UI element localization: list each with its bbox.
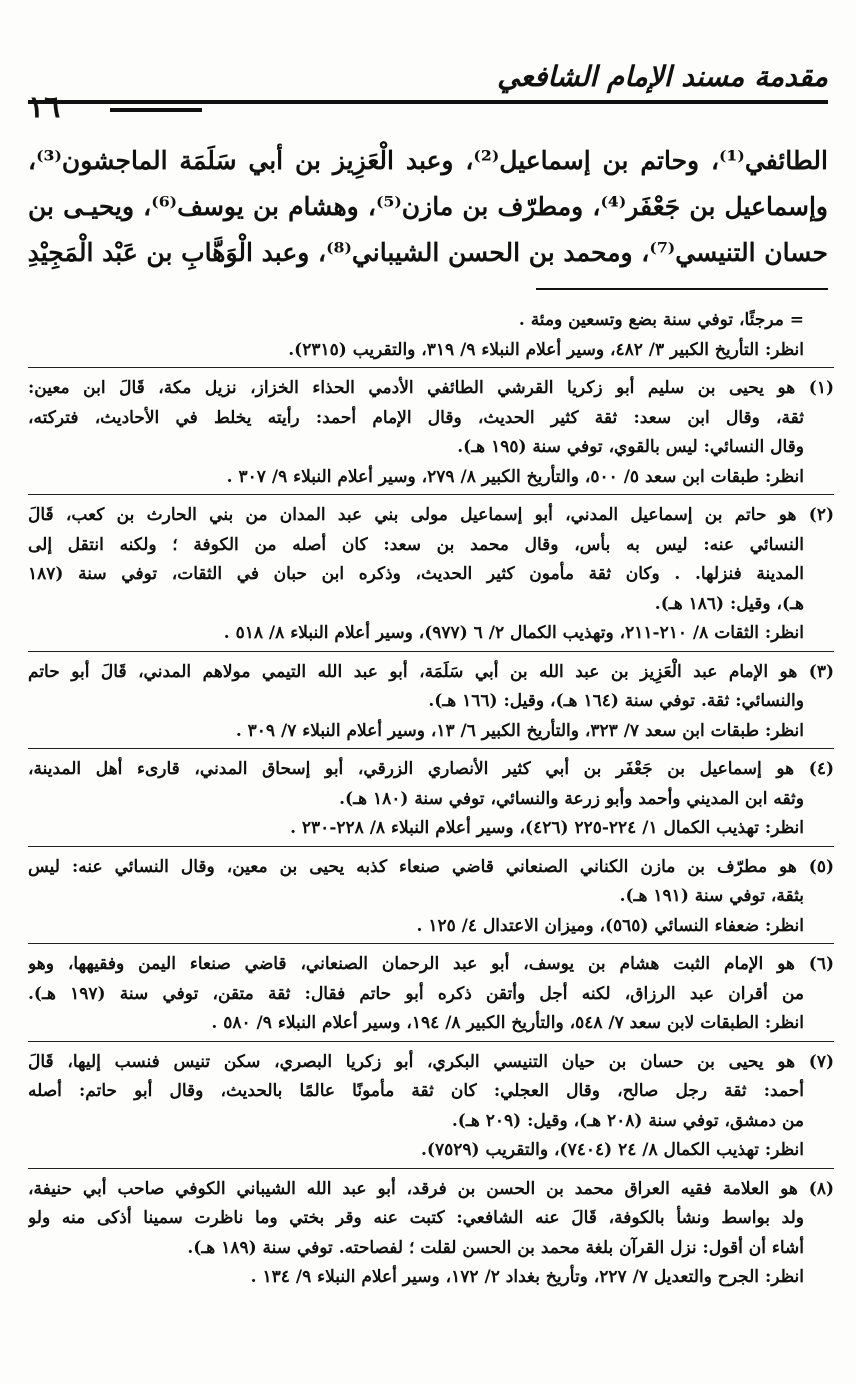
footnote-line: (٢) هو حاتم بن إسماعيل المدني، أبو إسماعيل مولى بني عبد المدان من بني الحارث بن كعب، قَالَ [28,505,834,525]
footnote-line: (٣) هو الإمام عبد الْعَزِيز بن عبد الله بن أبي سَلَمَة، أبو عبد الله التيمي مولاهم المدني، قَالَ أبو حاتم [28,661,834,682]
footnote-line: بثقة، توفي سنة (١٩١ هـ). [619,886,804,906]
footnote-8 [28,1175,834,1295]
footnote-line: والنسائي: ثقة. توفي سنة (١٦٤ هـ)، وقيل: (١٦٦ هـ). [428,691,804,711]
footnote-line: انظر: الجرح والتعديل ٧/ ٢٢٧، وتأريخ بغداد ٢/ ١٧٢، وسير أعلام النبلاء ٩/ ١٣٤ . [250,1267,804,1287]
running-title: مقدمة مسند الإمام الشافعي [497,60,828,93]
page-number-rule-top [110,100,202,104]
footnote-line: انظر: ضعفاء النسائي (٥٦٥)، وميزان الاعتدال ٤/ ١٢٥ . [416,915,804,936]
footnote-line: (٥) هو مطرّف بن مازن الكناني الصنعاني قاضي صنعاء كذبه يحيى بن معين، وقال النسائي عنه: ليس [28,856,834,877]
main-body-text [28,138,828,276]
footnote-line: انظر: تهذيب الكمال ٨/ ٢٤ (٧٤٠٤)، والتقريب (٧٥٢٩). [421,1140,804,1160]
footnote-line: هـ)، وقيل: (١٨٦ هـ). [654,593,804,614]
footnote-line: (٧) هو يحيى بن حسان بن حيان التنيسي البكري، أبو زكريا البصري، سكن تنيس فنسب إليها، قَالَ [28,1051,834,1072]
footnote-line: أحمد: ثقة رجل صالح، وقال العجلي: كان ثقة مأمونًا عالمًا بالحديث، وقال أبو حاتم: أصله [28,1081,804,1101]
footnote-line: (١) هو يحيى بن سليم أبو زكريا القرشي الطائفي الأدمي الحذاء الخزاز، نزيل مكة، قَالَ ابن معين: [28,378,834,398]
footnote-line: (٤) هو إسماعيل بن جَعْفَر بن أبي كثير الأنصاري الزرقي، أبو إسحاق المدني، قارىء أهل المدينة، [28,759,834,779]
body-line: حسان التنيسي⁽⁷⁾، ومحمد بن الحسن الشيباني⁽⁸⁾، وعبد الْوَهَّابِ بن عَبْد الْمَجِيْدِ [28,238,828,267]
body-line: الطائفي⁽¹⁾، وحاتم بن إسماعيل⁽²⁾، وعبد الْعَزِيز بن أبي سَلَمَة الماجشون⁽³⁾، [28,146,828,175]
footnote-3 [28,658,834,750]
page-number: ١٦ [28,90,61,125]
footnote-line: وثقه ابن المديني وأحمد وأبو زرعة والنسائي، توفي سنة (١٨٠ هـ). [339,788,804,809]
footnote-separator [536,288,828,290]
footnote-line: = مرجئًا، توفي سنة بضع وتسعين ومئة . [518,310,804,330]
footnote-1 [28,374,834,495]
footnotes [28,306,834,1301]
footnote-line: وقال النسائي: ليس بالقوي، توفي سنة (١٩٥ هـ). [457,437,804,457]
footnote-line: انظر: التأريخ الكبير ٣/ ٤٨٢، وسير أعلام النبلاء ٩/ ٣١٩، والتقريب (٢٣١٥). [288,339,804,360]
footnote-line: انظر: تهذيب الكمال ١/ ٢٢٤-٢٢٥ (٤٢٦)، وسير أعلام النبلاء ٨/ ٢٢٨-٢٣٠ . [290,818,804,838]
footnote-line: انظر: طبقات ابن سعد ٧/ ٣٢٣، والتأريخ الكبير ٦/ ١٣، وسير أعلام النبلاء ٧/ ٣٠٩ . [235,720,804,741]
footnote-line: (٦) هو الإمام الثبت هشام بن يوسف، أبو عبد الرحمان الصنعاني، قاضي صنعاء اليمن وفقيهها، وهو [28,954,834,974]
footnote-7 [28,1048,834,1169]
footnote-line: النسائي عنه: ليس به بأس، وقال محمد بن سعد: كان أصله من الكوفة ؛ ولكنه انتقل إلى [28,534,804,555]
footnote-line: من دمشق، توفي سنة (٢٠٨ هـ)، وقيل: (٢٠٩ هـ). [451,1110,804,1131]
footnote-2 [28,501,834,652]
footnote-line: انظر: الطبقات لابن سعد ٧/ ٥٤٨، والتأريخ الكبير ٨/ ١٩٤، وسير أعلام النبلاء ٩/ ٥٨٠ . [211,1013,804,1033]
footnote-line: من أقران عبد الرزاق، لكنه أجل وأتقن ذكره أبو حاتم فقال: ثقة متقن، توفي سنة (١٩٧ هـ). [28,983,804,1004]
footnote-continuation [28,306,834,368]
page-number-rule-bottom [110,108,202,112]
footnote-5 [28,853,834,945]
footnote-4 [28,755,834,847]
footnote-line: ولد بواسط ونشأ بالكوفة، قَالَ عنه الشافعي: كتبت عنه وقر بختي وما ناظرت سمينا أذكى منه ولو [28,1208,804,1228]
footnote-6 [28,950,834,1042]
body-line: وإسماعيل بن جَعْفَر⁽⁴⁾، ومطرّف بن مازن⁽⁵⁾، وهشام بن يوسف⁽⁶⁾، ويحيـى بن [28,192,828,221]
footnote-line: ثقة، وقال ابن سعد: ثقة كثير الحديث، وقال الإمام أحمد: رأيته يخلط في الأحاديث، فتركته، [28,407,804,428]
footnote-line: المدينة فنزلها. . وكان ثقة مأمون كثير الحديث، وذكره ابن حبان في الثقات، توفي سنة (١٨٧ [28,564,804,584]
footnote-line: أشاء أن أقول: نزل القرآن بلغة محمد بن الحسن لقلت ؛ لفصاحته. توفي سنة (١٨٩ هـ). [187,1237,804,1258]
footnote-line: انظر: طبقات ابن سعد ٥/ ٥٠٠، والتأريخ الكبير ٨/ ٢٧٩، وسير أعلام النبلاء ٩/ ٣٠٧ . [226,466,804,487]
footnote-line: (٨) هو العلامة فقيه العراق محمد بن الحسن بن فرقد، أبو عبد الله الشيباني الكوفي صاحب أبي حنيفة، [28,1178,834,1199]
footnote-line: انظر: الثقات ٨/ ٢١٠-٢١١، وتهذيب الكمال ٢/ ٦ (٩٧٧)، وسير أعلام النبلاء ٨/ ٥١٨ . [223,623,804,643]
